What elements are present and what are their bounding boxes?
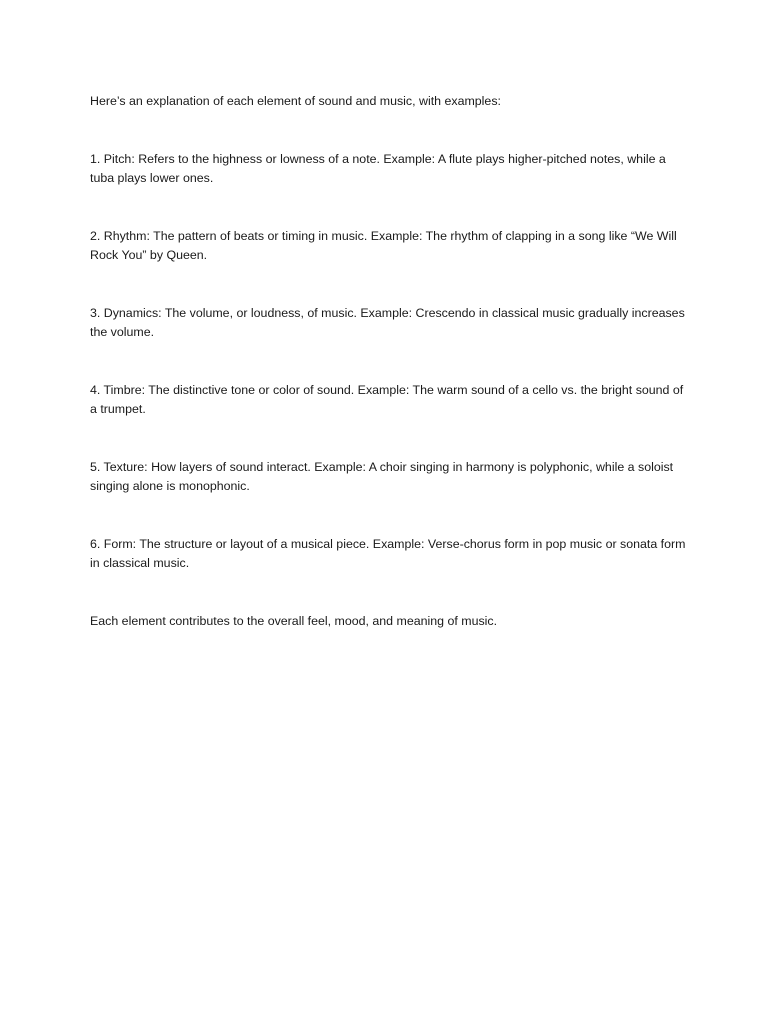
document-body xyxy=(90,92,686,670)
item-pitch: 1. Pitch: Refers to the highness or lowness of a note. Example: A flute plays higher-pitched notes, while a tuba plays lower ones. xyxy=(90,152,666,185)
intro-paragraph: Here’s an explanation of each element of sound and music, with examples: xyxy=(90,94,501,108)
item-dynamics: 3. Dynamics: The volume, or loudness, of music. Example: Crescendo in classical music gradually increases the volume. xyxy=(90,306,685,339)
conclusion-paragraph: Each element contributes to the overall feel, mood, and meaning of music. xyxy=(90,614,498,628)
item-timbre: 4. Timbre: The distinctive tone or color of sound. Example: The warm sound of a cello vs. the bright sound of a trumpet. xyxy=(90,383,684,416)
item-form: 6. Form: The structure or layout of a musical piece. Example: Verse-chorus form in pop music or sonata form in classical music. xyxy=(90,537,686,570)
item-texture: 5. Texture: How layers of sound interact. Example: A choir singing in harmony is polyphonic, while a soloist singing alone is monophonic. xyxy=(90,460,674,493)
item-rhythm: 2. Rhythm: The pattern of beats or timing in music. Example: The rhythm of clapping in a song like “We Will Rock You” by Queen. xyxy=(90,229,677,262)
